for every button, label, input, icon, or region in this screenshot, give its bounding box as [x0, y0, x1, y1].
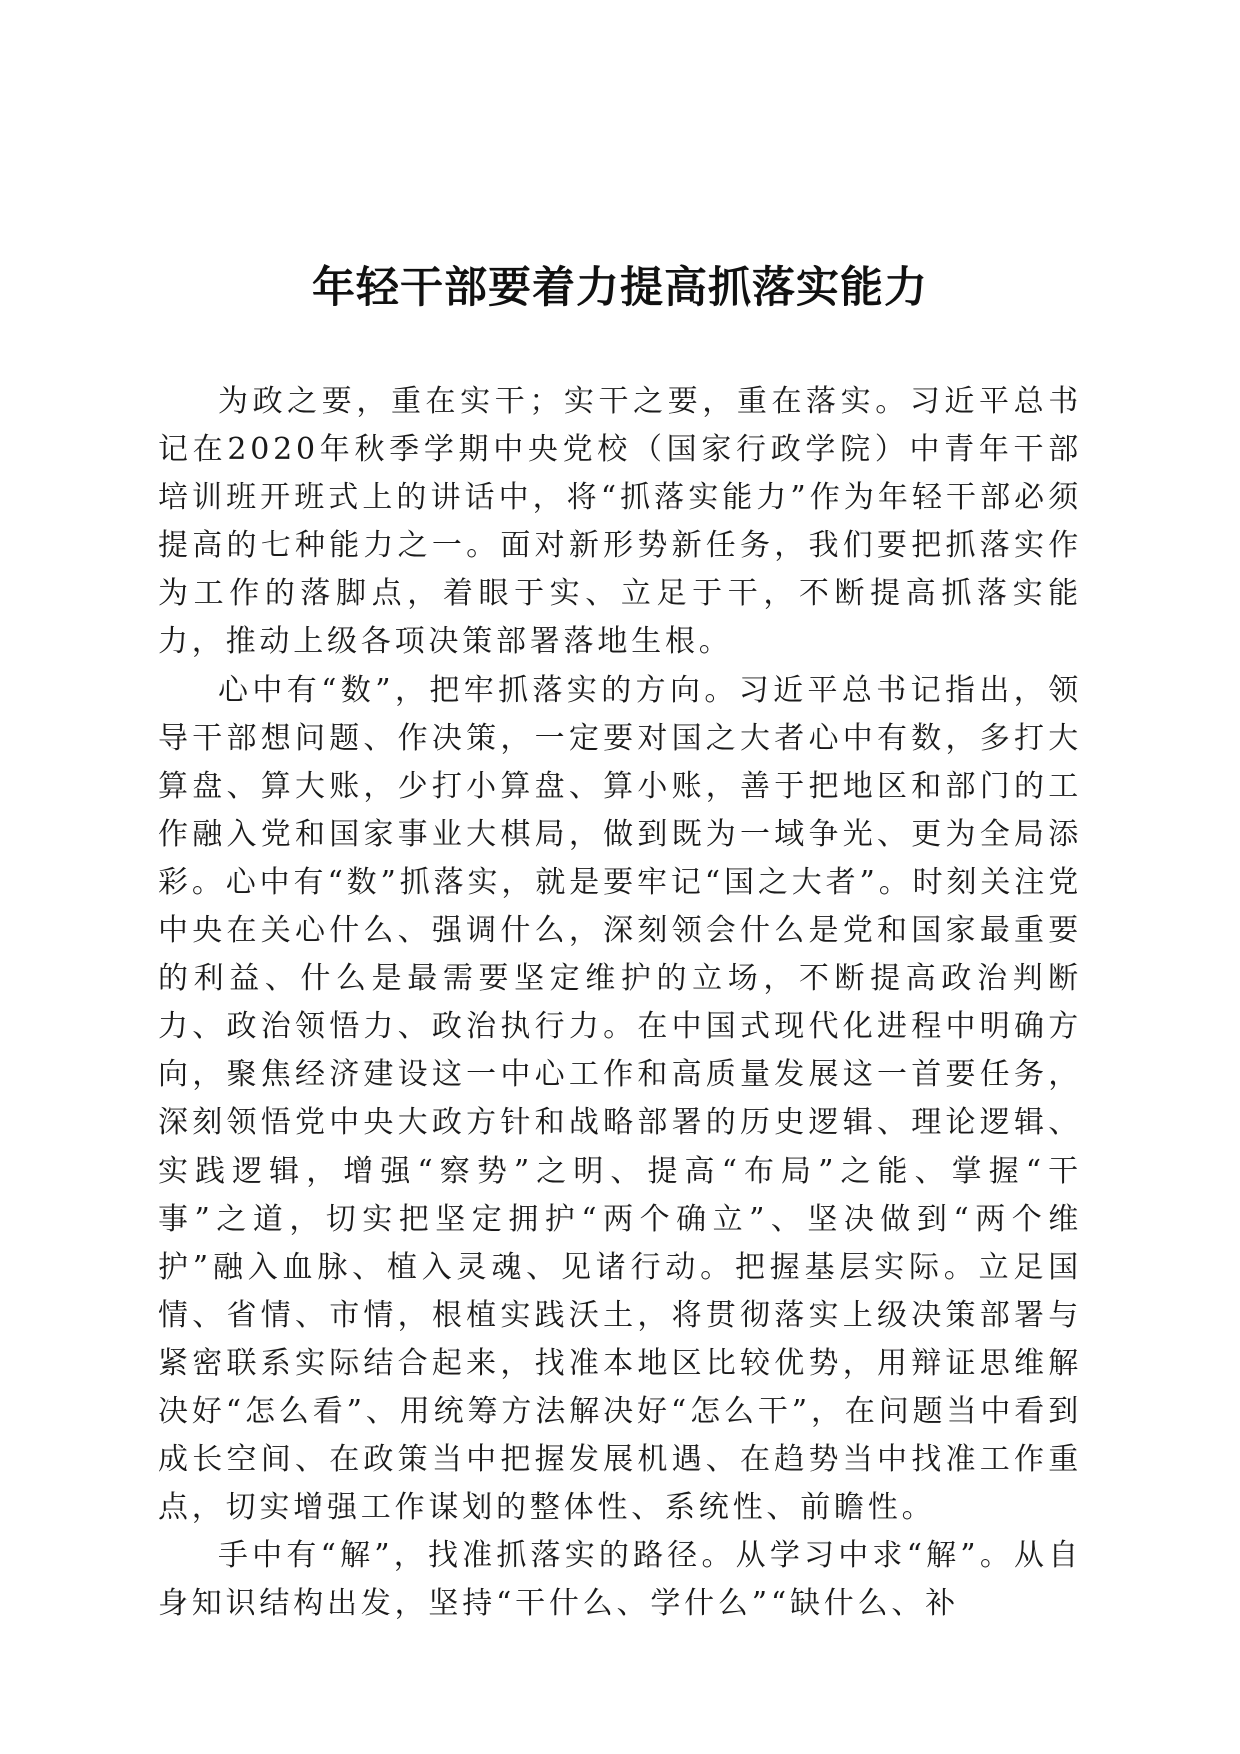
body-paragraph-path: 手中有“解”，找准抓落实的路径。从学习中求“解”。从自身知识结构出发，坚持“干什么、学什么”“缺什么、补 [158, 1538, 1082, 1622]
document-body [158, 378, 1082, 1628]
body-paragraph-direction: 心中有“数”，把牢抓落实的方向。习近平总书记指出，领导干部想问题、作决策，一定要对国之大者心中有数，多打大算盘、算大账，少打小算盘、算小账，善于把地区和部门的工作融入党和国家事业大棋局，做到既为一域争光、更为全局添彩。心中有“数”抓落实，就是要牢记“国之大者”。时刻关注党中央在关心什么、强调什么，深刻领会什么是党和国家最重要的利益、什么是最需要坚定维护的立场，不断提高政治判断力、政治领悟力、政治执行力。在中国式现代化进程中明确方向，聚焦经济建设这一中心工作和高质量发展这一首要任务，深刻领悟党中央大政方针和战略部署的历史逻辑、理论逻辑、实践逻辑，增强“察势”之明、提高“布局”之能、掌握“干事”之道，切实把坚定拥护“两个确立”、坚决做到“两个维护”融入血脉、植入灵魂、见诸行动。把握基层实际。立足国情、省情、市情，根植实践沃土，将贯彻落实上级决策部署与紧密联系实际结合起来，找准本地区比较优势，用辩证思维解决好“怎么看”、用统筹方法解决好“怎么干”，在问题当中看到成长空间、在政策当中把握发展机遇、在趋势当中找准工作重点，切实增强工作谋划的整体性、系统性、前瞻性。 [158, 672, 1082, 1526]
body-paragraph-intro: 为政之要，重在实干；实干之要，重在落实。习近平总书记在2020年秋季学期中央党校（国家行政学院）中青年干部培训班开班式上的讲话中，将“抓落实能力”作为年轻干部必须提高的七种能力之一。面对新形势新任务，我们要把抓落实作为工作的落脚点，着眼于实、立足于干，不断提高抓落实能力，推动上级各项决策部署落地生根。 [158, 384, 1082, 660]
document-title: 年轻干部要着力提高抓落实能力 [312, 263, 928, 313]
